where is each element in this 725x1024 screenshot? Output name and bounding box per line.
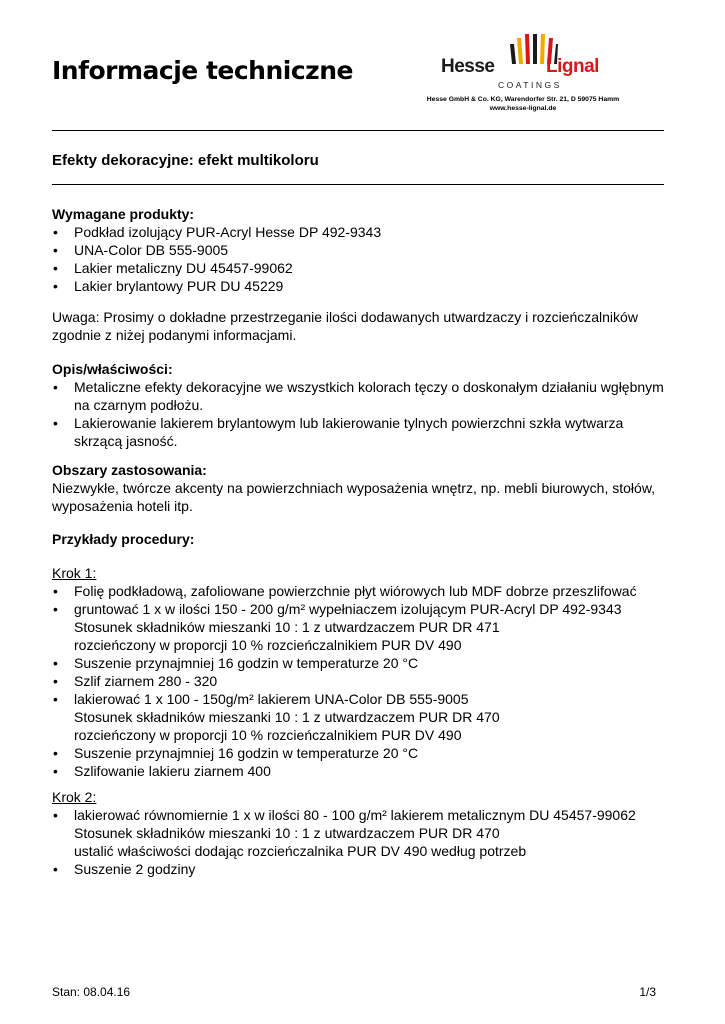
list-item: • gruntować 1 x w ilości 150 - 200 g/m² wypełniaczem izolującym PUR-Acryl DP 492-9343 Stosunek składników mieszanki 10 : 1 z utwardzaczem PUR DR 471 rozcieńczony w proporcji 10 % rozcieńczalnikiem PUR DV 490 xyxy=(52,600,672,654)
step1-list xyxy=(52,582,672,780)
list-item: • Metaliczne efekty dekoracyjne we wszystkich kolorach tęczy o doskonałym działaniu wgłębnym na czarnym podłożu. xyxy=(52,378,672,414)
list-item: • Lakier metaliczny DU 45457-99062 xyxy=(52,259,672,277)
description-title: Opis/właściwości: xyxy=(52,361,173,377)
logo-brand-right: Lignal xyxy=(546,56,599,77)
list-item: • Suszenie przynajmniej 16 godzin w temperaturze 20 °C xyxy=(52,654,672,672)
step1-label: Krok 1: xyxy=(52,565,97,581)
applications-title: Obszary zastosowania: xyxy=(52,462,207,478)
list-item: • lakierować równomiernie 1 x w ilości 80 - 100 g/m² lakierem metalicznym DU 45457-99062 Stosunek składników mieszanki 10 : 1 z utwardzaczem PUR DR 470 ustalić właściwości dodając rozcieńczalnika PUR DV 490 według potrzeb xyxy=(52,806,672,860)
section-title: Efekty dekoracyjne: efekt multikoloru xyxy=(52,152,319,169)
list-item: • Suszenie przynajmniej 16 godzin w temperaturze 20 °C xyxy=(52,744,672,762)
list-item: • Lakier brylantowy PUR DU 45229 xyxy=(52,277,672,295)
step2-label: Krok 2: xyxy=(52,789,97,805)
list-item: • Szlifowanie lakieru ziarnem 400 xyxy=(52,762,672,780)
required-products-list xyxy=(52,223,672,295)
step2-block xyxy=(52,788,672,878)
list-item: • Suszenie 2 godziny xyxy=(52,860,672,878)
list-item: • Szlif ziarnem 280 - 320 xyxy=(52,672,672,690)
required-products-title: Wymagane produkty: xyxy=(52,206,195,222)
page-number: 1/3 xyxy=(639,985,656,999)
applications-block xyxy=(52,461,672,515)
list-item: • Lakierowanie lakierem brylantowym lub lakierowanie tylnych powierzchni szkła wytwarza skrzącą jasność. xyxy=(52,414,672,450)
footer-date: Stan: 08.04.16 xyxy=(52,985,131,999)
note-text: Uwaga: Prosimy o dokładne przestrzeganie ilości dodawanych utwardzaczy i rozcieńczalników zgodnie z niżej podanymi informacjami. xyxy=(52,309,638,343)
company-website: www.hesse-lignal.de xyxy=(489,104,557,112)
procedure-title: Przykłady procedury: xyxy=(52,531,195,547)
description-block xyxy=(52,360,672,450)
logo-brand-left: Hesse xyxy=(441,56,495,77)
section-divider xyxy=(52,184,664,185)
company-address xyxy=(400,96,646,113)
list-item: • Folię podkładową, zafoliowane powierzchnie płyt wiórowych lub MDF dobrze przeszlifować xyxy=(52,582,672,600)
company-address-line: Hesse GmbH & Co. KG, Warendorfer Str. 21, D 59075 Hamm xyxy=(426,96,620,103)
required-products-block xyxy=(52,205,672,295)
list-item: • UNA-Color DB 555-9005 xyxy=(52,241,672,259)
list-item: • lakierować 1 x 100 - 150g/m² lakierem UNA-Color DB 555-9005 Stosunek składników mieszanki 10 : 1 z utwardzaczem PUR DR 470 rozcieńczony w proporcji 10 % rozcieńczalnikiem PUR DV 490 xyxy=(52,690,672,744)
step1-block xyxy=(52,564,672,780)
header-divider xyxy=(52,130,664,131)
logo-tagline: COATINGS xyxy=(498,80,562,90)
page-title: Informacje techniczne xyxy=(52,56,353,85)
step2-list xyxy=(52,806,672,878)
company-logo xyxy=(440,34,630,98)
applications-text: Niezwykłe, twórcze akcenty na powierzchniach wyposażenia wnętrz, np. mebli biurowych, stołów, wyposażenia hoteli itp. xyxy=(52,480,656,514)
description-list xyxy=(52,378,672,450)
list-item: • Podkład izolujący PUR-Acryl Hesse DP 492-9343 xyxy=(52,223,672,241)
